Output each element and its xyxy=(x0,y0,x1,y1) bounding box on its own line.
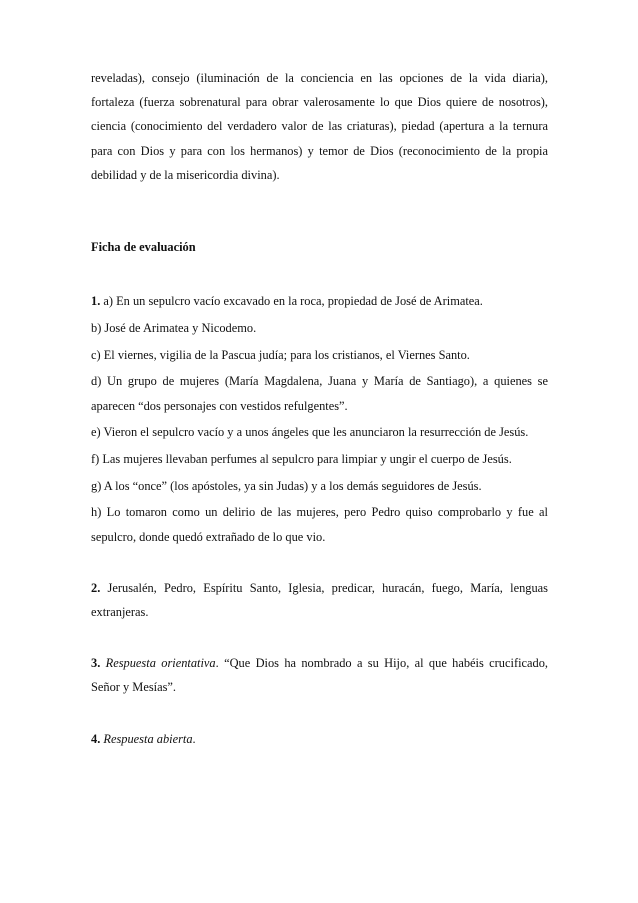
question-number: 1. xyxy=(91,294,101,309)
spacer xyxy=(91,259,548,289)
question-number: 3. xyxy=(91,656,101,671)
question-3 xyxy=(91,651,548,699)
answer-d-line1: d) Un grupo de mujeres (María Magdalena, Juana y María de Santiago), a quienes se xyxy=(91,374,548,389)
spacer xyxy=(91,700,548,727)
answer-a xyxy=(91,289,548,313)
q4-label: Respuesta abierta xyxy=(103,731,193,746)
intro-line: debilidad y de la misericordia divina). xyxy=(91,167,280,182)
section-title: Ficha de evaluación xyxy=(91,240,196,255)
answer-e: e) Vieron el sepulcro vacío y a unos ángeles que les anunciaron la resurrección de Jesús. xyxy=(91,425,529,440)
answer-h-line2: sepulcro, donde quedó extrañado de lo que vio. xyxy=(91,529,326,544)
question-number: 4. xyxy=(91,731,101,746)
q3-label: Respuesta orientativa xyxy=(105,656,216,671)
question-1 xyxy=(91,289,548,549)
answer-c: c) El viernes, vigilia de la Pascua judía; para los cristianos, el Viernes Santo. xyxy=(91,347,470,362)
q3-text: . “Que Dios ha nombrado a su Hijo, al que habéis crucificado, xyxy=(215,656,548,671)
q4-line xyxy=(91,727,548,751)
q2-line2: extranjeras. xyxy=(91,604,149,619)
intro-line: fortaleza (fuerza sobrenatural para obrar valerosamente lo que Dios quiere de nosotros), xyxy=(91,95,548,110)
answer-h-line1: h) Lo tomaron como un delirio de las mujeres, pero Pedro quiso comprobarlo y fue al xyxy=(91,505,548,520)
question-number: 2. xyxy=(91,580,101,595)
spacer xyxy=(91,187,548,235)
question-4 xyxy=(91,727,548,751)
document-page xyxy=(91,66,548,751)
q4-suffix: . xyxy=(192,731,196,746)
q3-line2: Señor y Mesías”. xyxy=(91,680,176,695)
intro-line: para con Dios y para con los hermanos) y temor de Dios (reconocimiento de la propia xyxy=(91,143,548,158)
q2-text: Jerusalén, Pedro, Espíritu Santo, Iglesia, predicar, huracán, fuego, María, lenguas xyxy=(100,580,548,595)
answer-a-text: a) En un sepulcro vacío excavado en la roca, propiedad de José de Arimatea. xyxy=(100,294,483,309)
answer-b: b) José de Arimatea y Nicodemo. xyxy=(91,320,257,335)
q2-line1 xyxy=(91,576,548,600)
spacer xyxy=(91,624,548,651)
answer-g: g) A los “once” (los apóstoles, ya sin Judas) y a los demás seguidores de Jesús. xyxy=(91,478,482,493)
intro-paragraph xyxy=(91,66,548,187)
q3-line1 xyxy=(91,651,548,675)
answer-f: f) Las mujeres llevaban perfumes al sepulcro para limpiar y ungir el cuerpo de Jesús. xyxy=(91,451,512,466)
intro-line: reveladas), consejo (iluminación de la conciencia en las opciones de la vida diaria), xyxy=(91,71,548,85)
question-2 xyxy=(91,576,548,624)
intro-line: ciencia (conocimiento del verdadero valor de las criaturas), piedad (apertura a la ternura xyxy=(91,119,548,134)
answer-d-line2: aparecen “dos personajes con vestidos refulgentes”. xyxy=(91,398,348,413)
spacer xyxy=(91,549,548,576)
